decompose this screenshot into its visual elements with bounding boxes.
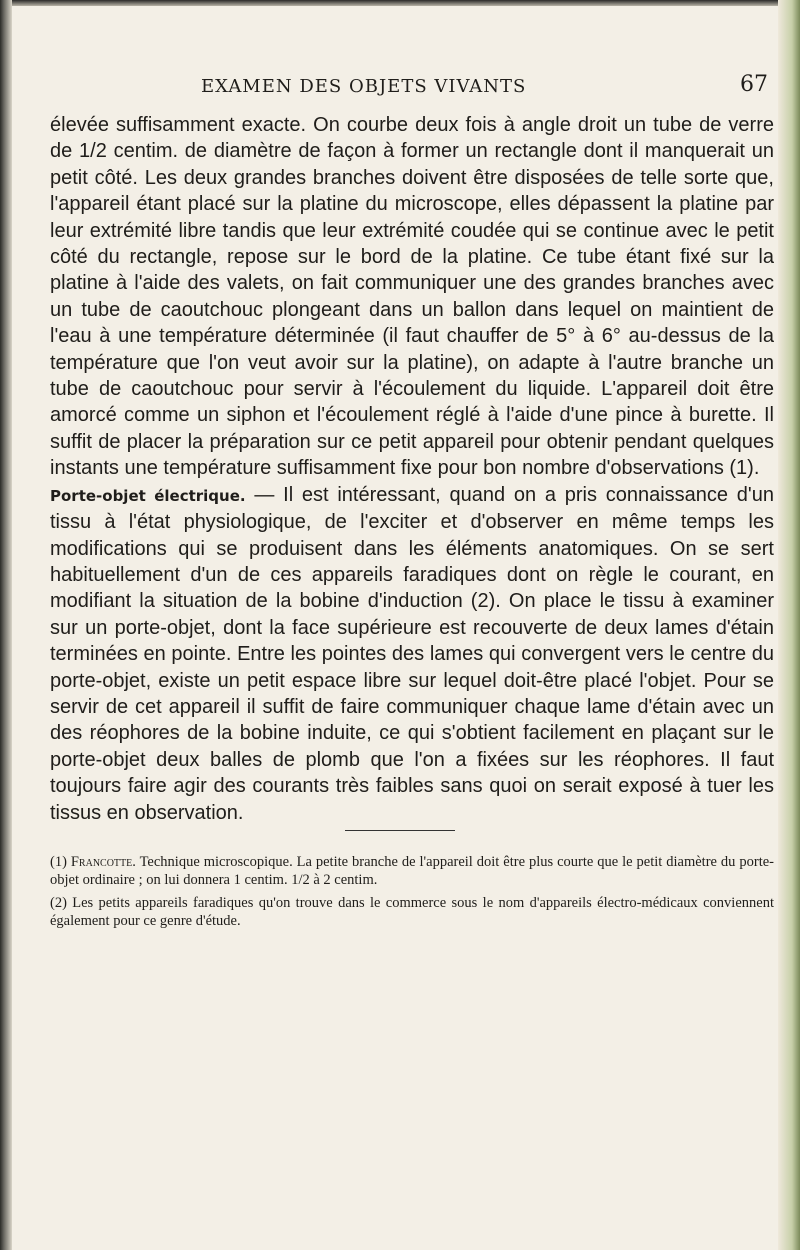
scan-left-edge bbox=[0, 0, 12, 1250]
paragraph-2 bbox=[26, 482, 774, 826]
running-head bbox=[26, 72, 774, 106]
scan-top-edge bbox=[0, 0, 800, 6]
paragraph-1: élevée suffisamment exacte. On courbe deux fois à angle droit un tube de verre de 1/2 centim. de diamètre de façon à former un rectangle dont il manquerait un petit côté. Les deux grandes branches doivent être disposées de telle sorte que, l'appareil étant placé sur la platine du microscope, elles dépassent la platine par leur extrémité libre tandis que leur extrémité coudée qui se continue avec le petit côté du rectangle, repose sur le bord de la platine. Ce tube étant fixé sur la platine à l'aide des valets, on fait communiquer une des grandes branches avec un tube de caoutchouc plongeant dans un ballon dans lequel on maintient de l'eau à une température déterminée (il faut chauffer de 5° à 6° au-dessus de la température que l'on veut avoir sur la platine), on adapte à l'autre branche un tube de caoutchouc pour servir à l'écoulement du liquide. L'appareil doit être amorcé comme un siphon et l'écoulement réglé à l'aide d'une pince à burette. Il suffit de placer la préparation sur ce petit appareil pour obtenir pendant quelques instants une température suffisamment fixe pour bon nombre d'observations (1). bbox=[50, 114, 774, 480]
footnote-1 bbox=[50, 853, 774, 890]
section-subhead: Porte-objet électrique. bbox=[50, 486, 246, 505]
paragraph-2-text: — Il est intéressant, quand on a pris connaissance d'un tissu à l'état physiologique, de l'exciter et d'observer en même temps les modifications qui se produisent dans les éléments anatomiques. On se sert habituellement d'un de ces appareils faradiques dont on règle le courant, en modifiant la situation de la bobine d'induction (2). On place le tissu à examiner sur un porte-objet, dont la face supérieure est recouverte de deux lames d'étain terminées en pointe. Entre les pointes des lames qui convergent vers le centre du porte-objet, existe un petit espace libre sur lequel doit-être placé l'objet. Pour se servir de cet appareil il suffit de faire communiquer chaque lame d'étain avec un des réophores de la bobine induite, ce qui s'obtient facilement en plaçant sur le porte-objet deux balles de plomb que l'on a fixées sur les réophores. Il faut toujours faire agir des courants très faibles sans quoi on serait exposé à tuer les tissus en observation. bbox=[50, 483, 774, 824]
footnote-2-marker: (2) bbox=[50, 894, 73, 911]
footnote-rule bbox=[345, 830, 455, 831]
running-title: EXAMEN DES OBJETS VIVANTS bbox=[201, 76, 527, 97]
scan-right-edge bbox=[778, 0, 800, 1250]
footnote-1-text: Technique microscopique. La petite branche de l'appareil doit être plus courte que le petit diamètre du porte-objet ordinaire ; on lui donnera 1 centim. 1/2 à 2 centim. bbox=[50, 853, 774, 889]
footnote-2 bbox=[50, 894, 774, 931]
footnotes bbox=[26, 853, 774, 931]
page-number: 67 bbox=[740, 72, 768, 97]
footnote-1-marker: (1) bbox=[50, 853, 71, 870]
book-page bbox=[26, 72, 774, 935]
footnote-1-author: Francotte. bbox=[70, 853, 136, 870]
footnote-2-text: Les petits appareils faradiques qu'on trouve dans le commerce sous le nom d'appareils électro-médicaux conviennent également pour ce genre d'étude. bbox=[50, 894, 774, 930]
